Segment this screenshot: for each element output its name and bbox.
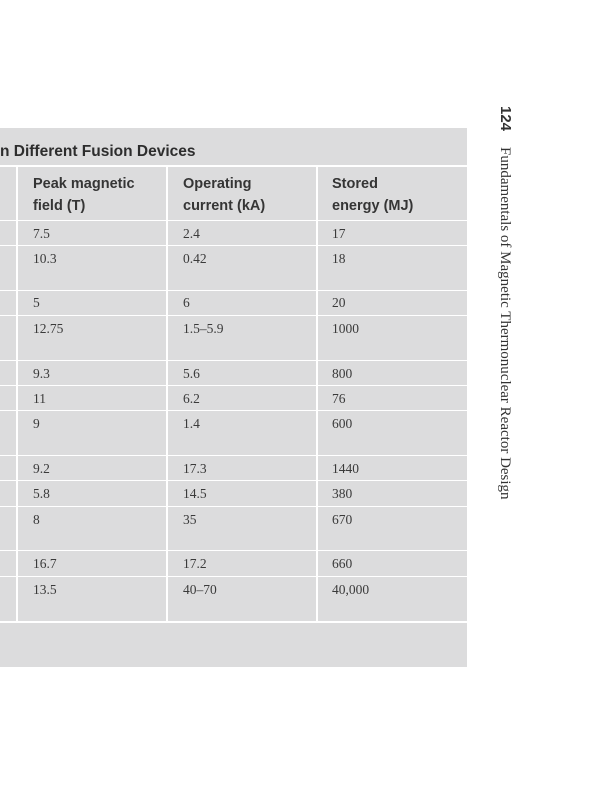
- cell-operating-current: 5.6: [183, 366, 200, 381]
- cell-operating-current: 14.5: [183, 486, 207, 501]
- cell-stored-energy: 670: [332, 512, 353, 527]
- cell-stored-energy: 40,000: [332, 582, 370, 597]
- running-head: [496, 106, 514, 500]
- row-rule: [0, 455, 467, 456]
- header-line: field (T): [33, 198, 86, 214]
- cell-peak-field: 11: [33, 391, 46, 406]
- header-bottom-rule: [0, 220, 467, 221]
- row-rule: [0, 410, 467, 411]
- page-number: 124: [497, 106, 514, 132]
- header-operating-current: [183, 173, 265, 217]
- header-peak-field: [33, 173, 135, 217]
- row-rule: [0, 506, 467, 507]
- cell-operating-current: 6: [183, 295, 190, 310]
- cell-operating-current: 2.4: [183, 226, 200, 241]
- column-rule: [166, 165, 168, 623]
- cell-operating-current: 6.2: [183, 391, 200, 406]
- header-line: energy (MJ): [332, 198, 414, 214]
- row-rule: [0, 480, 467, 481]
- cell-peak-field: 9.3: [33, 366, 50, 381]
- cell-operating-current: 40–70: [183, 582, 217, 597]
- book-title: Fundamentals of Magnetic Thermonuclear Reactor Design: [497, 147, 513, 500]
- header-line: Operating: [183, 176, 252, 192]
- header-line: Stored: [332, 176, 378, 192]
- row-rule: [0, 385, 467, 386]
- header-top-rule: [0, 165, 467, 167]
- table-caption: n Different Fusion Devices: [0, 143, 196, 160]
- row-rule: [0, 290, 467, 291]
- cell-peak-field: 10.3: [33, 251, 57, 266]
- cell-stored-energy: 1000: [332, 321, 359, 336]
- cell-peak-field: 13.5: [33, 582, 57, 597]
- cell-peak-field: 8: [33, 512, 40, 527]
- cell-peak-field: 5.8: [33, 486, 50, 501]
- cell-operating-current: 1.4: [183, 416, 200, 431]
- cell-operating-current: 17.2: [183, 556, 207, 571]
- cell-operating-current: 0.42: [183, 251, 207, 266]
- column-rule: [16, 165, 18, 623]
- cell-stored-energy: 660: [332, 556, 353, 571]
- cell-peak-field: 5: [33, 295, 40, 310]
- cell-stored-energy: 380: [332, 486, 353, 501]
- row-rule: [0, 315, 467, 316]
- header-stored-energy: [332, 173, 413, 217]
- cell-stored-energy: 1440: [332, 461, 359, 476]
- header-line: current (kA): [183, 198, 266, 214]
- cell-stored-energy: 76: [332, 391, 346, 406]
- cell-stored-energy: 18: [332, 251, 346, 266]
- cell-peak-field: 16.7: [33, 556, 57, 571]
- cell-stored-energy: 17: [332, 226, 346, 241]
- row-rule: [0, 550, 467, 551]
- row-rule: [0, 360, 467, 361]
- cell-operating-current: 17.3: [183, 461, 207, 476]
- cell-peak-field: 9.2: [33, 461, 50, 476]
- cell-peak-field: 9: [33, 416, 40, 431]
- header-line: Peak magnetic: [33, 176, 135, 192]
- cell-stored-energy: 20: [332, 295, 346, 310]
- table-bottom-rule: [0, 621, 467, 623]
- cell-operating-current: 35: [183, 512, 197, 527]
- cell-stored-energy: 600: [332, 416, 353, 431]
- row-rule: [0, 245, 467, 246]
- column-rule: [316, 165, 318, 623]
- cell-peak-field: 12.75: [33, 321, 64, 336]
- cell-operating-current: 1.5–5.9: [183, 321, 224, 336]
- row-rule: [0, 576, 467, 577]
- cell-stored-energy: 800: [332, 366, 353, 381]
- cell-peak-field: 7.5: [33, 226, 50, 241]
